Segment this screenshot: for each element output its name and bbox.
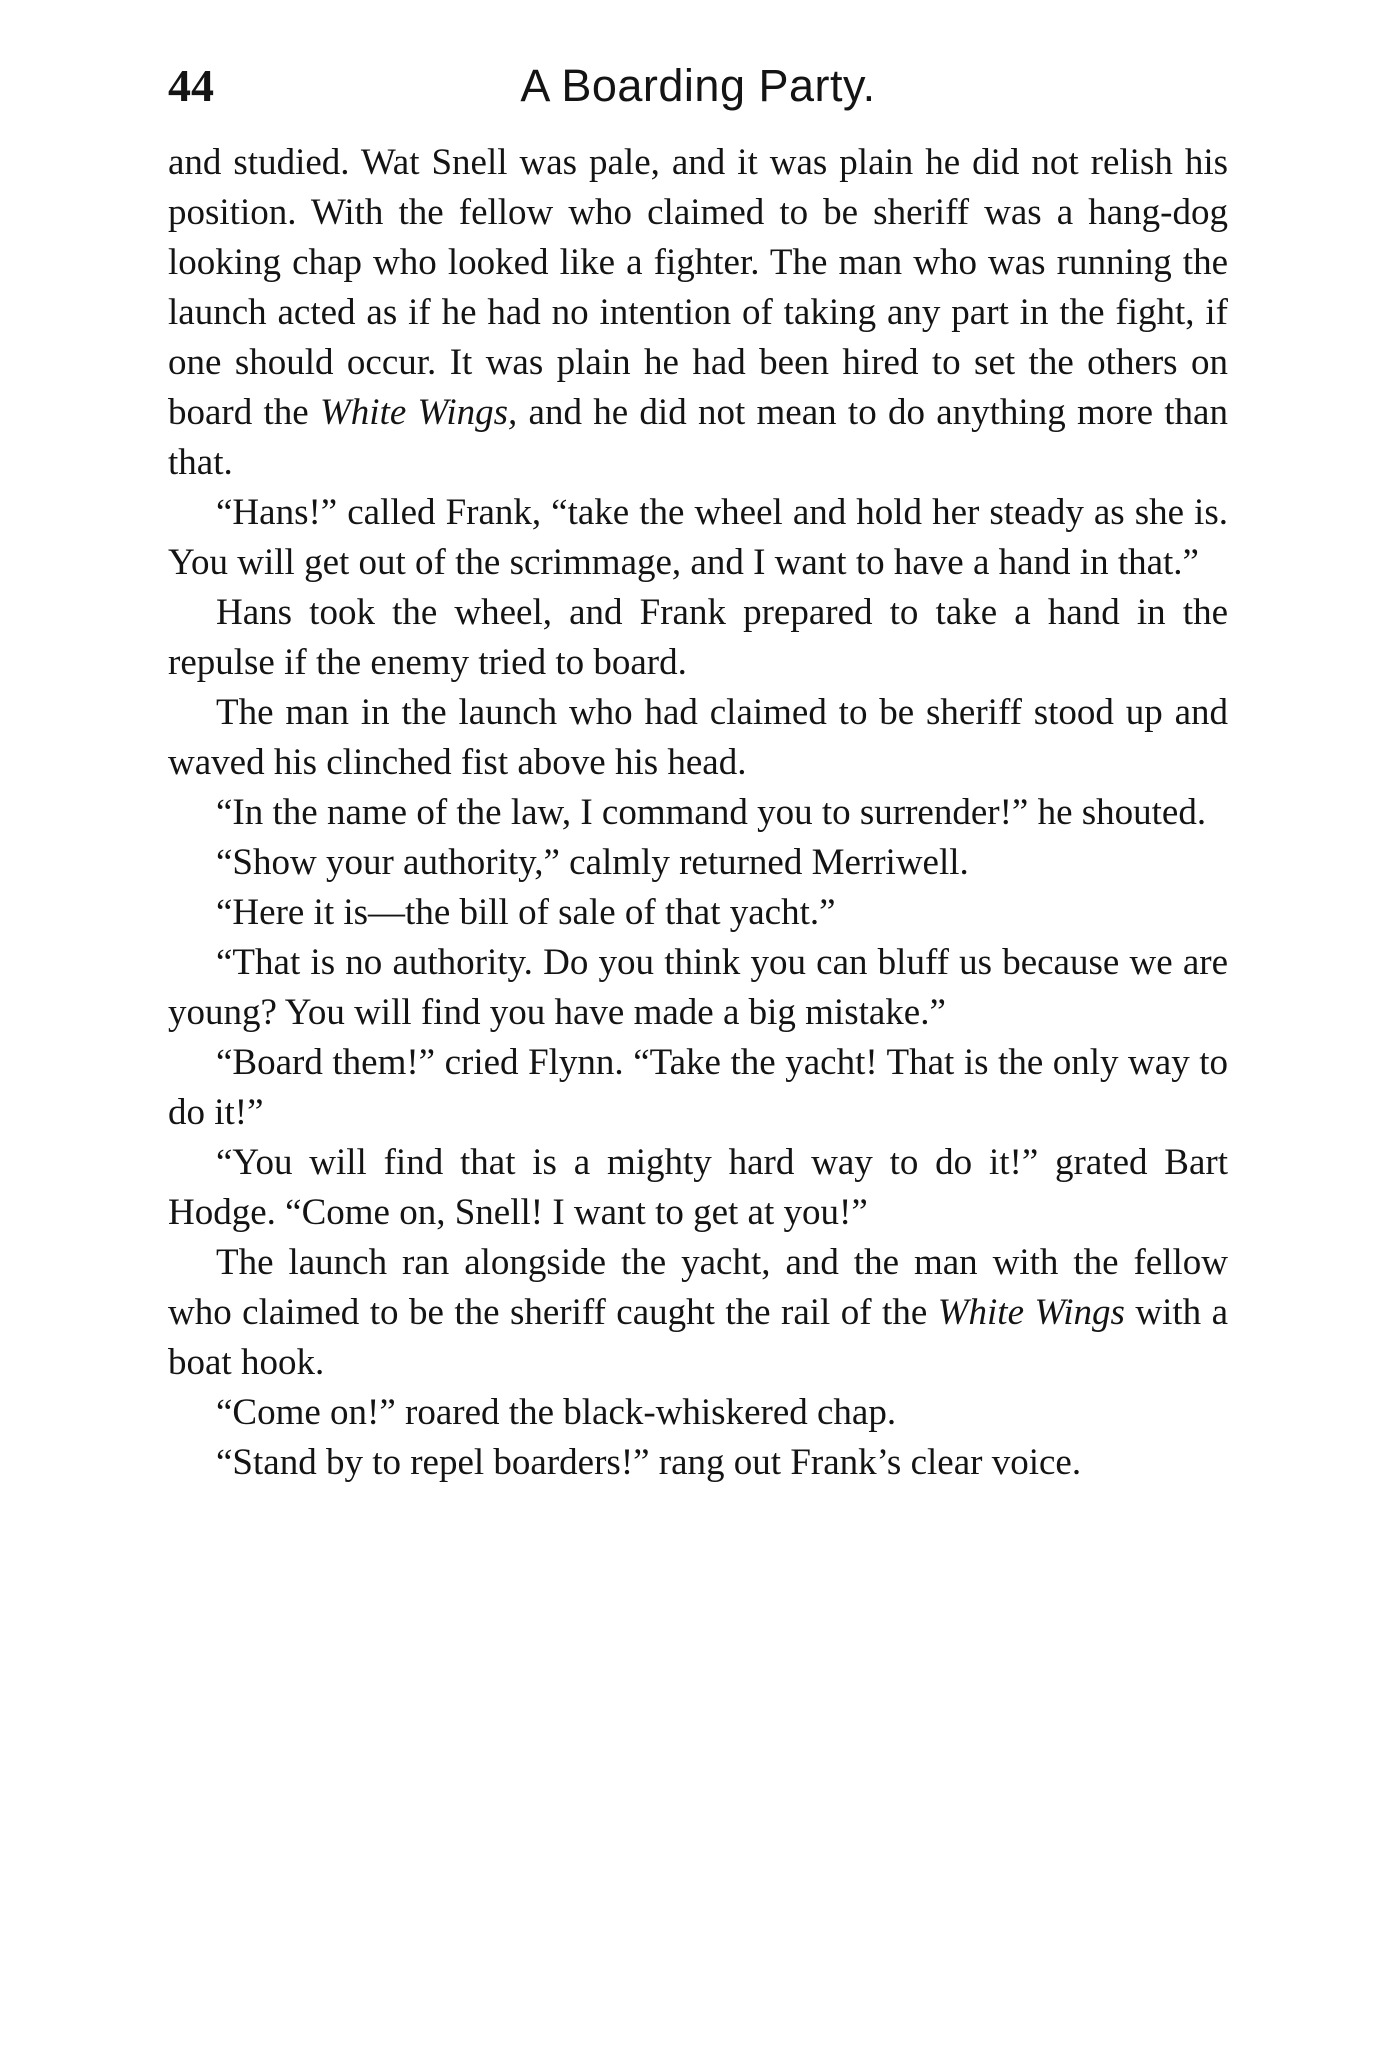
paragraph: “Show your authority,” calmly returned Merriwell. [216,842,969,883]
paragraph: The man in the launch who had claimed to be sheriff stood up and waved his clinched fist above his head. [168,692,1228,783]
paragraph: and studied. Wat Snell was pale, and it was plain he did not relish his position. With the fellow who claimed to be sheriff was a hang-dog looking chap who looked like a fighter. The man who was running the launch acted as if he had no intention of taking any part in the fight, if one should occur. It was plain he had been hired to set the others on board the White Wings, and he did not mean to do anything more than that. [168,142,1228,483]
ship-name: White Wings, [319,392,518,433]
paragraph: “You will find that is a mighty hard way to do it!” grated Bart Hodge. “Come on, Snell! I want to get at you!” [168,1142,1228,1233]
page-number: 44 [168,60,214,111]
paragraph: Hans took the wheel, and Frank prepared to take a hand in the repulse if the enemy tried to board. [168,592,1228,683]
paragraph: “Hans!” called Frank, “take the wheel and hold her steady as she is. You will get out of the scrimmage, and I want to have a hand in that.” [168,492,1228,583]
paragraph: “Here it is—the bill of sale of that yacht.” [216,892,836,933]
paragraph: “Board them!” cried Flynn. “Take the yacht! That is the only way to do it!” [168,1042,1228,1133]
paragraph: “Come on!” roared the black-whiskered chap. [216,1392,897,1433]
paragraph: The launch ran alongside the yacht, and the man with the fellow who claimed to be the sheriff caught the rail of the White Wings with a boat hook. [168,1242,1229,1383]
paragraph: “Stand by to repel boarders!” rang out Frank’s clear voice. [216,1442,1082,1483]
paragraph: “In the name of the law, I command you to surrender!” he shouted. [216,792,1207,833]
page-header [168,52,1228,120]
book-page [168,52,1228,1488]
running-title: A Boarding Party. [520,60,876,111]
ship-name: White Wings [937,1292,1125,1333]
body-text [168,138,1228,1488]
paragraph: “That is no authority. Do you think you can bluff us because we are young? You will find you have made a big mistake.” [168,942,1228,1033]
